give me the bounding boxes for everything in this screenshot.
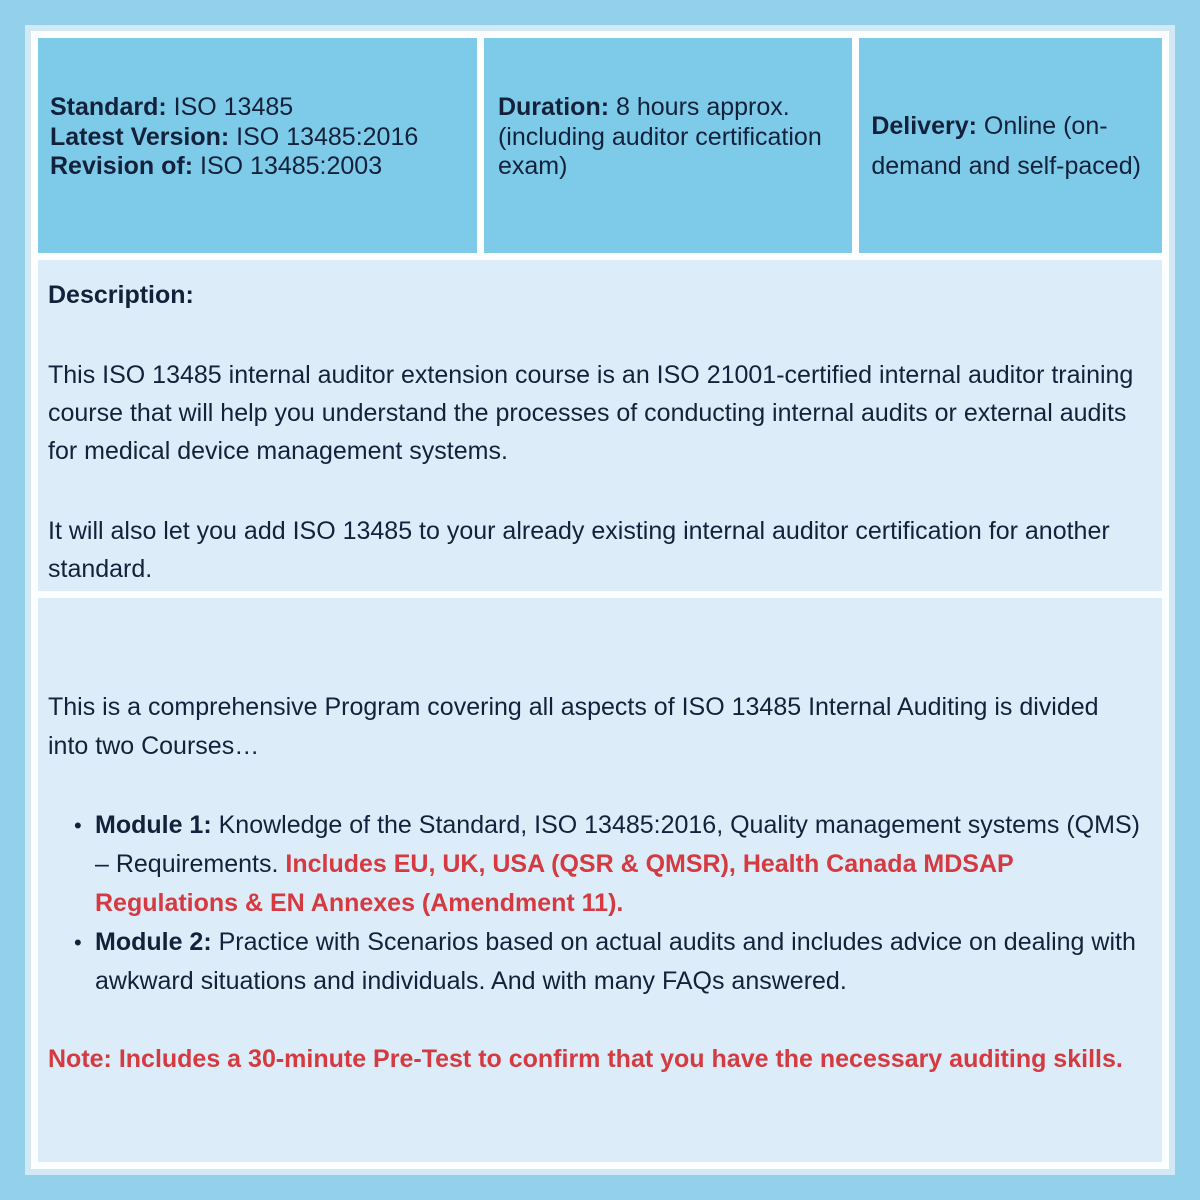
module-2-item [48, 923, 1142, 1001]
course-info-grid [31, 31, 1169, 1169]
standard-value: ISO 13485 [166, 93, 294, 122]
module-1-label: Module 1: [95, 811, 212, 839]
pre-test-note: Note: Includes a 30-minute Pre-Test to confirm that you have the necessary auditing skills. [48, 1045, 1123, 1073]
course-info-panel [25, 25, 1175, 1175]
latest-version-value: ISO 13485:2016 [229, 122, 419, 151]
modules-section [38, 598, 1162, 1162]
revision-of-value: ISO 13485:2003 [193, 152, 383, 181]
delivery-value: Online (on-demand and self-paced) [871, 111, 1141, 180]
duration-label: Duration: [497, 93, 610, 122]
standard-label: Standard: [50, 93, 167, 122]
modules-intro: This is a comprehensive Program covering all aspects of ISO 13485 Internal Auditing is divided into two Courses… [48, 693, 1099, 760]
description-heading: Description: [48, 281, 194, 309]
description-section [38, 260, 1162, 591]
duration-value: 8 hours approx. (including auditor certification exam) [497, 93, 822, 181]
standard-row [50, 93, 465, 123]
standard-info-cell [38, 38, 477, 253]
latest-version-row [50, 123, 465, 153]
duration-info-cell [484, 38, 852, 253]
module-1-text: Knowledge of the Standard, ISO 13485:2016, Quality management systems (QMS) – Requirements. [95, 811, 1140, 878]
delivery-row [871, 106, 1152, 186]
delivery-info-cell [859, 38, 1162, 253]
description-paragraph-2: It will also let you add ISO 13485 to your already existing internal auditor certification for another standard. [48, 517, 1110, 583]
module-1-highlight: Includes EU, UK, USA (QSR & QMSR), Health Canada MDSAP Regulations & EN Annexes (Amendment 11). [95, 850, 1014, 917]
duration-row [498, 93, 838, 182]
delivery-label: Delivery: [871, 111, 977, 140]
info-table-header-row [38, 38, 1162, 253]
module-2-text: Practice with Scenarios based on actual audits and includes advice on dealing with awkward situations and individuals. And with many FAQs answered. [95, 928, 1136, 995]
module-2-label: Module 2: [95, 928, 212, 956]
module-1-item [48, 806, 1142, 923]
modules-list [48, 806, 1142, 1001]
latest-version-label: Latest Version: [50, 122, 230, 151]
description-paragraph-1: This ISO 13485 internal auditor extension course is an ISO 21001-certified internal auditor training course that will help you understand the processes of conducting internal audits or external audits for medical device management systems. [48, 361, 1134, 465]
revision-of-row [50, 152, 465, 182]
revision-of-label: Revision of: [50, 152, 194, 181]
